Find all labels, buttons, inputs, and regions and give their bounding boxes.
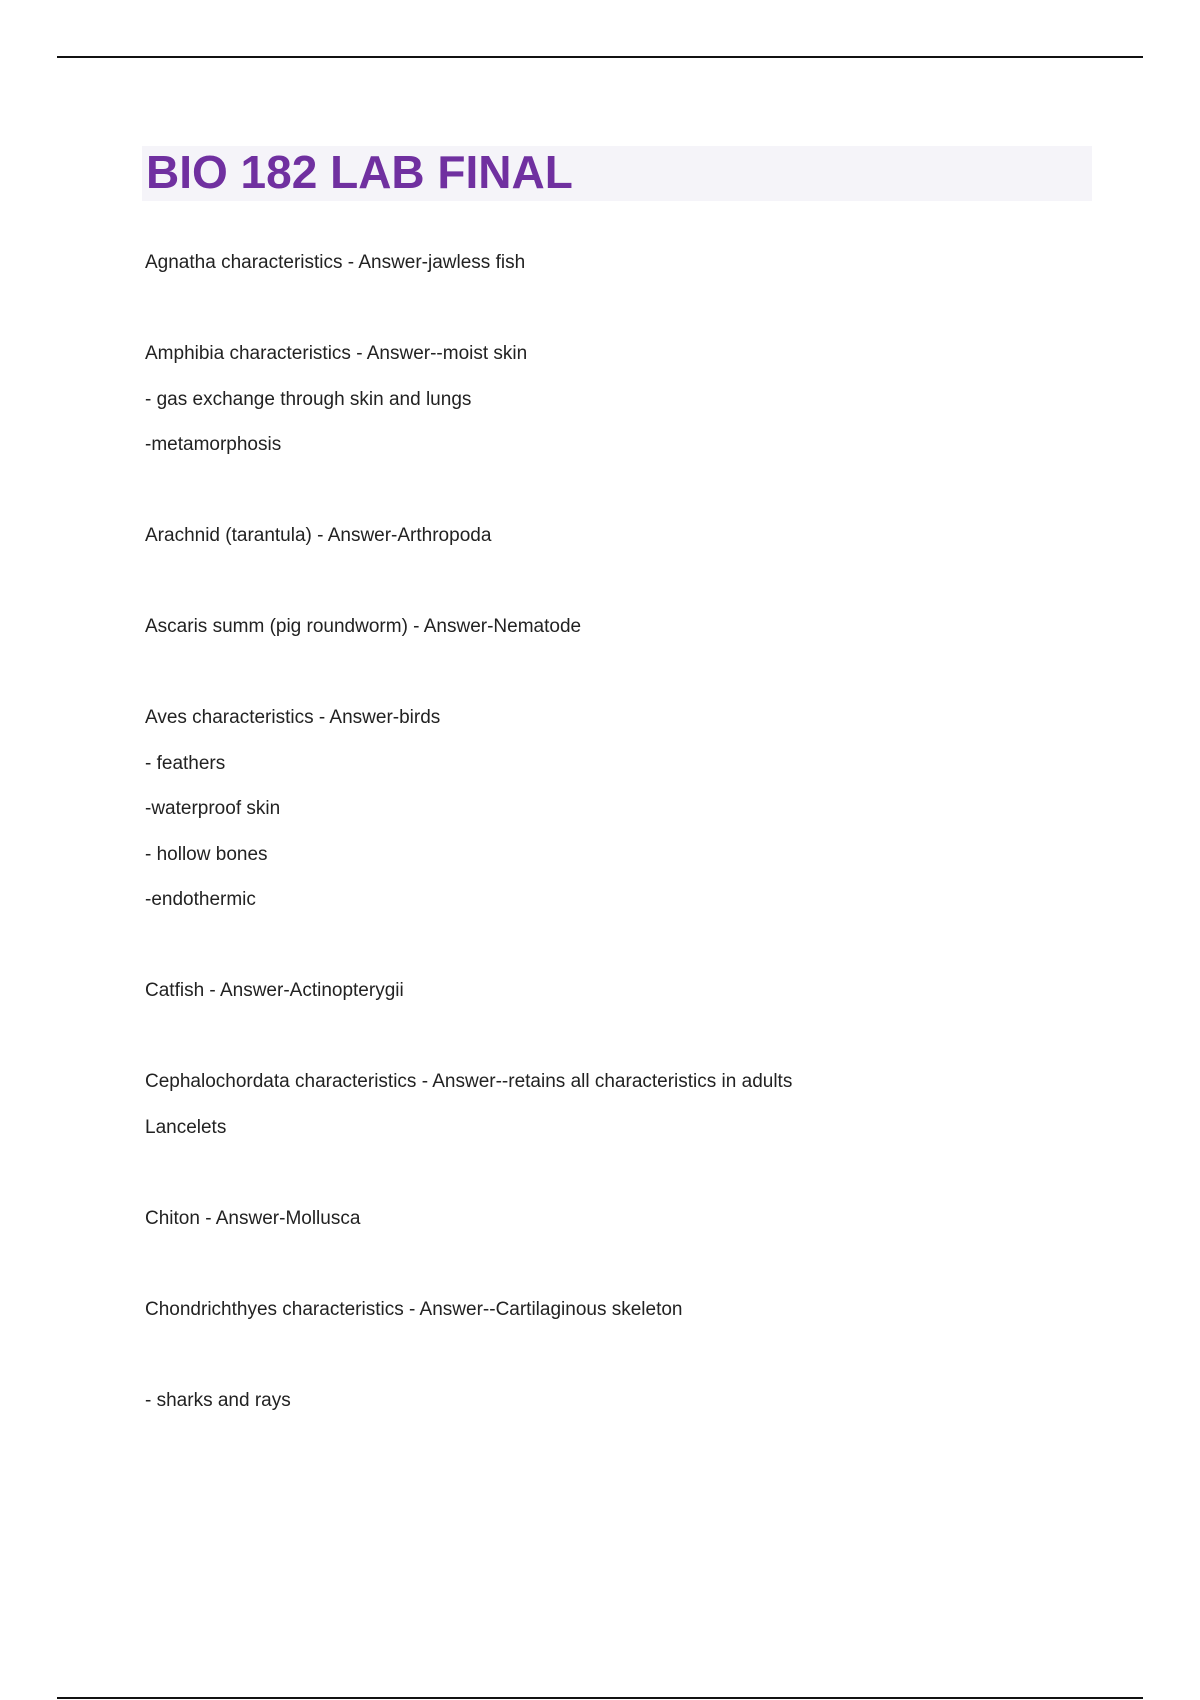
entry-chondrichthyes-continued (145, 1378, 1105, 1424)
entry-line: Chondrichthyes characteristics - Answer--Cartilaginous skeleton (145, 1298, 683, 1320)
entry-ascaris (145, 604, 1105, 650)
entry-line: Amphibia characteristics - Answer--moist skin (145, 343, 528, 364)
entry-line: Arachnid (tarantula) - Answer-Arthropoda (145, 525, 492, 546)
entry-line: Chiton - Answer-Mollusca (145, 1207, 361, 1229)
entry-arachnid (145, 513, 1105, 559)
entry-catfish (145, 968, 1105, 1014)
entry-amphibia (145, 331, 1105, 468)
entry-chondrichthyes (145, 1287, 1105, 1333)
entry-line: Lancelets (145, 1116, 227, 1138)
entry-agnatha (145, 240, 1105, 286)
entry-line: -metamorphosis (145, 434, 282, 455)
entry-line: - hollow bones (145, 843, 268, 865)
entry-line: Agnatha characteristics - Answer-jawless fish (145, 252, 526, 273)
entry-aves (145, 695, 1105, 923)
entry-line: - gas exchange through skin and lungs (145, 388, 472, 410)
document-title: BIO 182 LAB FINAL (146, 146, 573, 198)
entry-line: -endothermic (145, 889, 256, 910)
flashcard-list (145, 240, 1105, 1423)
entry-line: - sharks and rays (145, 1389, 291, 1411)
entry-cephalochordata (145, 1059, 1105, 1150)
entry-line: Aves characteristics - Answer-birds (145, 707, 441, 728)
entry-line: Ascaris summ (pig roundworm) - Answer-Nematode (145, 616, 582, 637)
entry-chiton (145, 1196, 1105, 1242)
entry-line: - feathers (145, 752, 226, 774)
footer-rule (57, 1697, 1143, 1699)
entry-line: -waterproof skin (145, 798, 281, 819)
entry-line: Cephalochordata characteristics - Answer--retains all characteristics in adults (145, 1071, 793, 1092)
header-rule (57, 56, 1143, 58)
entry-line: Catfish - Answer-Actinopterygii (145, 980, 404, 1001)
